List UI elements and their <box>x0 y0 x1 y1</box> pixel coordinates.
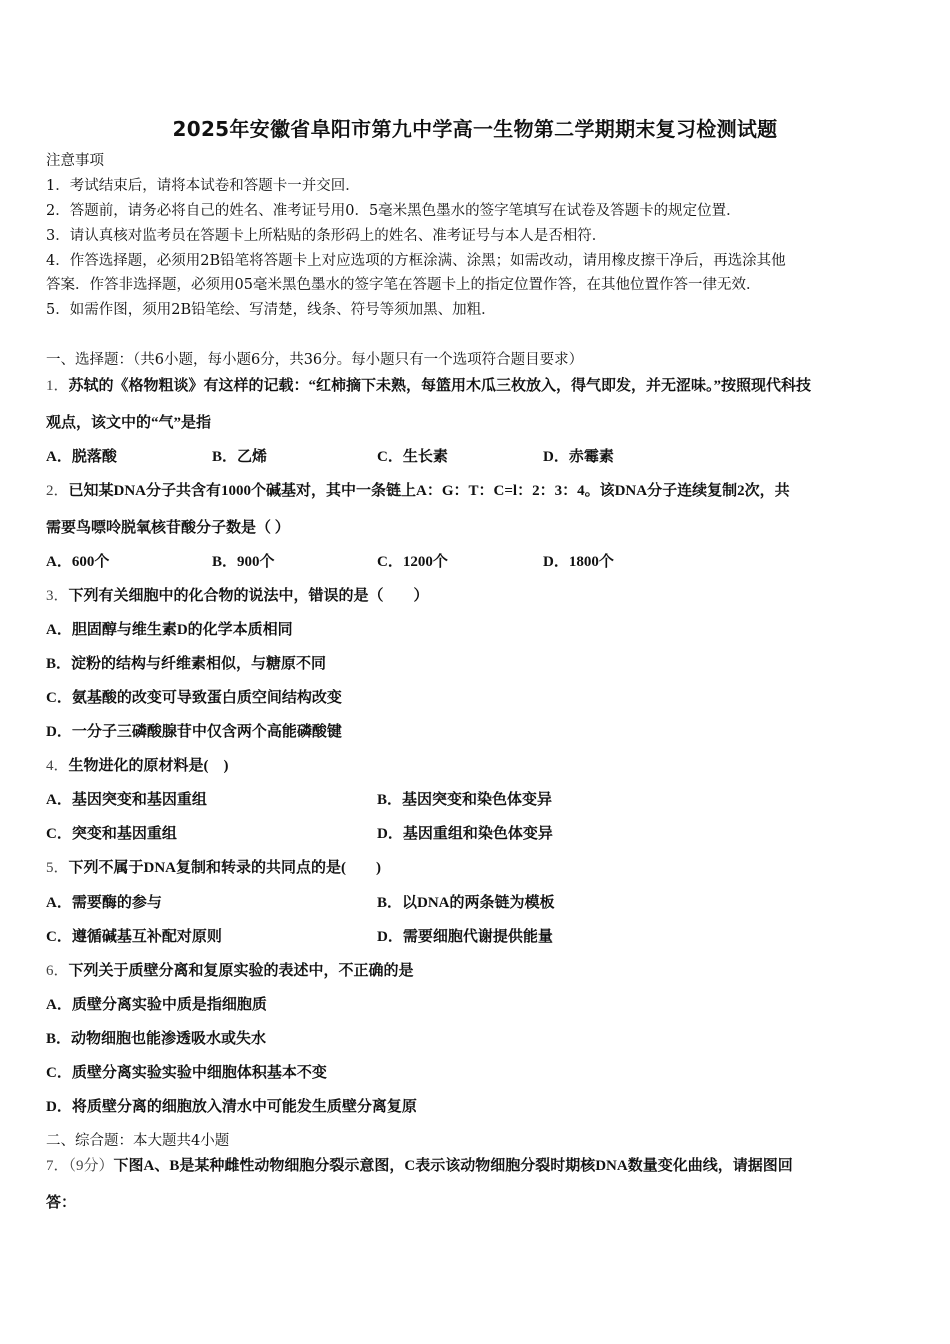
question-1-option-c: C．生长素 <box>377 449 448 465</box>
question-4-stem: 生物进化的原材料是( ) <box>68 758 229 774</box>
notes-item-4: 4．作答选择题，必须用2B铅笔将答题卡上对应选项的方框涂满、涂黑；如需改动，请用橡皮擦干净后，再选涂其他 <box>46 253 786 269</box>
question-2-number: 2． <box>46 483 69 499</box>
question-4-option-d: D．基因重组和染色体变异 <box>377 826 553 842</box>
notes-item-1: 1．考试结束后，请将本试卷和答题卡一并交回． <box>46 178 360 194</box>
question-7-score: （9分） <box>68 1158 114 1174</box>
question-2-option-b: B．900个 <box>212 554 275 570</box>
question-2-option-c: C．1200个 <box>377 554 448 570</box>
question-3-stem: 下列有关细胞中的化合物的说法中，错误的是（ ） <box>68 588 429 604</box>
question-1-option-a: A．脱落酸 <box>46 449 117 465</box>
question-4-option-a: A．基因突变和基因重组 <box>46 792 207 808</box>
question-5-option-c: C．遵循碱基互补配对原则 <box>46 929 222 945</box>
question-1-line-1 <box>46 376 811 396</box>
question-2-stem-1: 已知某DNA分子共含有1000个碱基对，其中一条链上A：G：T：C=l：2：3：4。该DNA分子连续复制2次，共 <box>68 483 790 499</box>
notes-item-5: 5．如需作图，须用2B铅笔绘、写清楚，线条、符号等须加黑、加粗． <box>46 302 496 318</box>
question-1-number: 1． <box>46 378 69 394</box>
question-7-line-1 <box>46 1156 793 1176</box>
notes-item-2: 2．答题前，请务必将自己的姓名、准考证号用0．5毫米黑色墨水的签字笔填写在试卷及答题卡的规定位置． <box>46 203 741 219</box>
question-7-stem-2: 答： <box>46 1195 77 1211</box>
question-3-option-d: D．一分子三磷酸腺苷中仅含两个高能磷酸键 <box>46 724 342 740</box>
question-6-option-a: A．质壁分离实验中质是指细胞质 <box>46 997 267 1013</box>
question-4-number: 4． <box>46 758 69 774</box>
question-6-option-b: B．动物细胞也能渗透吸水或失水 <box>46 1031 267 1047</box>
question-1-option-b: B．乙烯 <box>212 449 268 465</box>
question-6-stem: 下列关于质壁分离和复原实验的表述中，不正确的是 <box>68 963 414 979</box>
question-1-stem-2: 观点，该文中的“气”是指 <box>46 415 212 431</box>
question-2-stem-2: 需要鸟嘌呤脱氧核苷酸分子数是（ ） <box>46 520 290 536</box>
question-5-stem: 下列不属于DNA复制和转录的共同点的是( ) <box>68 860 382 876</box>
question-3-line <box>46 586 429 606</box>
question-4-line <box>46 756 229 776</box>
question-6-number: 6． <box>46 963 69 979</box>
notes-item-3: 3．请认真核对监考员在答题卡上所粘贴的条形码上的姓名、准考证号与本人是否相符． <box>46 228 607 244</box>
notes-heading: 注意事项 <box>46 153 104 169</box>
question-3-option-b: B．淀粉的结构与纤维素相似，与糖原不同 <box>46 656 327 672</box>
notes-item-4-cont: 答案．作答非选择题，必须用05毫米黑色墨水的签字笔在答题卡上的指定位置作答，在其他位置作答一律无效． <box>46 277 761 293</box>
question-5-option-b: B．以DNA的两条链为模板 <box>377 895 555 911</box>
question-5-line <box>46 858 381 878</box>
section-2-heading: 二、综合题：本大题共4小题 <box>46 1133 230 1149</box>
question-4-option-c: C．突变和基因重组 <box>46 826 177 842</box>
section-1-heading: 一、选择题：（共6小题，每小题6分，共36分。每小题只有一个选项符合题目要求） <box>46 352 584 368</box>
question-2-line-1 <box>46 481 790 501</box>
question-5-option-d: D．需要细胞代谢提供能量 <box>377 929 553 945</box>
question-4-option-b: B．基因突变和染色体变异 <box>377 792 553 808</box>
question-7-stem-1: 下图A、B是某种雌性动物细胞分裂示意图，C表示该动物细胞分裂时期核DNA数量变化曲线，请据图回 <box>113 1158 793 1174</box>
question-5-number: 5． <box>46 860 69 876</box>
question-3-option-c: C．氨基酸的改变可导致蛋白质空间结构改变 <box>46 690 342 706</box>
question-5-option-a: A．需要酶的参与 <box>46 895 162 911</box>
page-title: 2025年安徽省阜阳市第九中学高一生物第二学期期末复习检测试题 <box>172 117 778 141</box>
question-1-option-d: D．赤霉素 <box>543 449 614 465</box>
question-7-number: 7． <box>46 1158 69 1174</box>
question-2-option-d: D．1800个 <box>543 554 614 570</box>
question-1-stem-1: 苏轼的《格物粗谈》有这样的记载：“红柿摘下未熟，每篮用木瓜三枚放入，得气即发，并无涩味。”按照现代科技 <box>68 378 812 394</box>
question-3-option-a: A．胆固醇与维生素D的化学本质相同 <box>46 622 293 638</box>
question-6-option-c: C．质壁分离实验实验中细胞体积基本不变 <box>46 1065 327 1081</box>
question-6-line <box>46 961 414 981</box>
question-6-option-d: D．将质壁分离的细胞放入清水中可能发生质壁分离复原 <box>46 1099 417 1115</box>
question-2-option-a: A．600个 <box>46 554 110 570</box>
question-3-number: 3． <box>46 588 69 604</box>
